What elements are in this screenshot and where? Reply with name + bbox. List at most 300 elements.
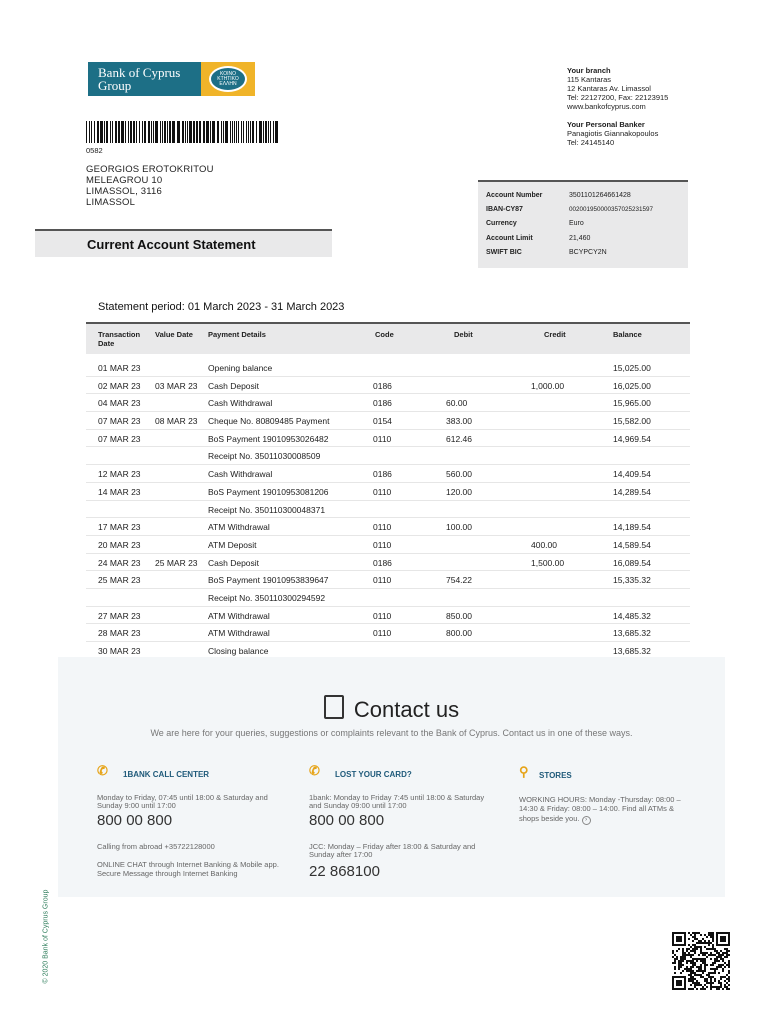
qr-module — [684, 954, 686, 956]
qr-module — [704, 966, 706, 968]
qr-module — [694, 944, 696, 946]
qr-module — [700, 948, 702, 950]
qr-module — [682, 950, 684, 952]
qr-module — [688, 974, 690, 976]
qr-module — [716, 952, 718, 954]
qr-module — [696, 938, 698, 940]
qr-module — [704, 958, 706, 960]
barcode-bar — [142, 121, 143, 143]
qr-finder — [720, 936, 726, 942]
qr-module — [682, 964, 684, 966]
qr-module — [704, 980, 706, 982]
qr-module — [678, 960, 680, 962]
qr-module — [700, 966, 702, 968]
qr-module — [694, 984, 696, 986]
qr-module — [718, 966, 720, 968]
stores-title: STORES — [539, 771, 572, 780]
account-value: 3501101264661428 — [569, 192, 631, 199]
recipient-address — [86, 164, 214, 208]
qr-module — [708, 974, 710, 976]
debit-amount: 800.00 — [446, 628, 472, 639]
contact-book-icon — [324, 695, 344, 719]
payment-details: Closing balance — [208, 646, 269, 656]
qr-module — [694, 964, 696, 966]
qr-module — [710, 976, 712, 978]
header-code: Code — [375, 330, 394, 339]
barcode-bar — [172, 121, 175, 143]
qr-module — [720, 976, 722, 978]
payment-details: BoS Payment 19010953839647 — [208, 575, 329, 586]
barcode-bar — [270, 121, 271, 143]
qr-module — [716, 956, 718, 958]
qr-module — [692, 940, 694, 942]
debit-amount: 100.00 — [446, 522, 472, 533]
qr-module — [688, 988, 690, 990]
qr-module — [682, 952, 684, 954]
call-center-phone[interactable]: 800 00 800 — [97, 811, 173, 829]
qr-module — [692, 962, 694, 964]
branch-title: Your branch — [567, 66, 611, 75]
qr-module — [716, 966, 718, 968]
banker-tel: Tel: 24145140 — [567, 138, 615, 147]
qr-module — [720, 986, 722, 988]
balance-amount: 14,189.54 — [613, 522, 651, 533]
qr-module — [718, 960, 720, 962]
table-row — [86, 554, 690, 572]
qr-module — [680, 964, 682, 966]
barcode-bar — [169, 121, 171, 143]
qr-module — [690, 974, 692, 976]
qr-module — [722, 976, 724, 978]
barcode-bar — [151, 121, 152, 143]
payment-details: ATM Withdrawal — [208, 628, 270, 639]
qr-module — [696, 970, 698, 972]
qr-module — [704, 940, 706, 942]
qr-module — [672, 956, 674, 958]
qr-module — [704, 978, 706, 980]
transaction-date: 27 MAR 23 — [98, 610, 141, 621]
lost-card-phone[interactable]: 800 00 800 — [309, 811, 385, 829]
qr-module — [682, 956, 684, 958]
credit-amount: 1,500.00 — [531, 557, 565, 568]
qr-module — [696, 966, 698, 968]
barcode-bar — [243, 121, 244, 143]
logo-line2: Group — [98, 78, 132, 93]
qr-module — [696, 958, 698, 960]
barcode-bar — [196, 121, 198, 143]
qr-module — [694, 932, 696, 934]
qr-module — [704, 954, 706, 956]
payment-details: Cash Deposit — [208, 380, 260, 391]
qr-module — [728, 980, 730, 982]
transaction-date: 07 MAR 23 — [98, 433, 141, 444]
table-row — [86, 394, 690, 412]
qr-module — [714, 968, 716, 970]
qr-module — [688, 954, 690, 956]
qr-module — [706, 956, 708, 958]
header-debit: Debit — [454, 330, 473, 339]
table-row — [86, 412, 690, 430]
qr-module — [722, 964, 724, 966]
logo-badge — [201, 62, 255, 96]
qr-module — [710, 986, 712, 988]
barcode-bar — [160, 121, 161, 143]
qr-module — [714, 978, 716, 980]
qr-module — [728, 962, 730, 964]
qr-module — [700, 968, 702, 970]
balance-amount: 14,589.54 — [613, 539, 651, 550]
qr-module — [698, 974, 700, 976]
barcode-bar — [185, 121, 186, 143]
logo-badge-oval: ΚΟΙΝΟ ΚΤΗΤΙΚΟ ΕΛΛΗΝ — [209, 66, 247, 92]
qr-module — [718, 956, 720, 958]
table-row — [86, 624, 690, 642]
qr-module — [722, 988, 724, 990]
qr-module — [728, 966, 730, 968]
qr-module — [714, 960, 716, 962]
qr-module — [708, 954, 710, 956]
qr-module — [706, 974, 708, 976]
transaction-code: 0186 — [373, 557, 392, 568]
stores-text: WORKING HOURS: Monday -Thursday: 08:00 – 14:30 & Friday: 08:00 – 14:00. Find all ATMs & shops beside you. — [519, 794, 681, 823]
qr-module — [696, 988, 698, 990]
phone-icon: ✆ — [309, 763, 320, 778]
qr-module — [726, 948, 728, 950]
qr-module — [724, 966, 726, 968]
barcode-bar — [189, 121, 192, 143]
barcode-bar — [182, 121, 184, 143]
barcode-bar — [136, 121, 137, 143]
table-row — [86, 447, 690, 465]
qr-module — [708, 940, 710, 942]
table-row — [86, 377, 690, 395]
payment-details: Receipt No. 350110300294592 — [208, 592, 326, 603]
qr-module — [690, 956, 692, 958]
payment-details: Cash Withdrawal — [208, 469, 273, 480]
qr-module — [698, 940, 700, 942]
branch-line1: 115 Kantaras — [567, 75, 612, 84]
balance-amount: 15,335.32 — [613, 575, 651, 586]
qr-module — [696, 942, 698, 944]
table-row — [86, 359, 690, 377]
qr-module — [702, 972, 704, 974]
qr-module — [692, 988, 694, 990]
barcode-bar — [91, 121, 92, 143]
barcode-bar — [275, 121, 278, 143]
qr-module — [692, 980, 694, 982]
qr-module — [710, 958, 712, 960]
qr-module — [704, 934, 706, 936]
account-row — [486, 192, 631, 199]
barcode-bar — [256, 121, 257, 143]
qr-module — [692, 982, 694, 984]
barcode-bar — [121, 121, 124, 143]
qr-module — [724, 984, 726, 986]
qr-module — [698, 932, 700, 934]
qr-module — [712, 938, 714, 940]
qr-module — [718, 982, 720, 984]
barcode-bar — [206, 121, 209, 143]
barcode-bar — [94, 121, 95, 143]
transaction-code: 0186 — [373, 380, 392, 391]
qr-module — [674, 962, 676, 964]
table-row — [86, 607, 690, 625]
transaction-date: 28 MAR 23 — [98, 628, 141, 639]
barcode-bar — [110, 121, 111, 143]
account-label: IBAN-CY87 — [486, 206, 523, 213]
balance-amount: 16,025.00 — [613, 380, 651, 391]
barcode — [86, 121, 281, 143]
barcode-bar — [225, 121, 228, 143]
qr-module — [694, 952, 696, 954]
qr-module — [704, 952, 706, 954]
statement-title: Current Account Statement — [87, 237, 256, 252]
qr-module — [706, 986, 708, 988]
stores-column — [519, 764, 689, 825]
qr-module — [728, 976, 730, 978]
qr-module — [694, 982, 696, 984]
qr-module — [710, 978, 712, 980]
barcode-bar — [164, 121, 166, 143]
account-info-box — [478, 180, 688, 268]
account-value: Euro — [569, 220, 584, 227]
qr-module — [682, 958, 684, 960]
qr-module — [696, 948, 698, 950]
qr-module — [726, 954, 728, 956]
debit-amount: 754.22 — [446, 575, 472, 586]
header-credit: Credit — [544, 330, 566, 339]
qr-module — [710, 934, 712, 936]
qr-module — [690, 954, 692, 956]
header-balance: Balance — [613, 330, 642, 339]
qr-module — [696, 984, 698, 986]
qr-module — [726, 950, 728, 952]
qr-module — [712, 962, 714, 964]
qr-module — [706, 936, 708, 938]
qr-module — [684, 968, 686, 970]
qr-module — [712, 948, 714, 950]
balance-amount: 15,025.00 — [613, 363, 651, 373]
qr-module — [688, 970, 690, 972]
online-chat-info: ONLINE CHAT through Internet Banking & Mobile app. Secure Message through Internet Banking — [97, 860, 279, 878]
qr-module — [708, 934, 710, 936]
contact-heading — [58, 695, 725, 723]
qr-module — [726, 964, 728, 966]
qr-module — [718, 986, 720, 988]
qr-module — [712, 972, 714, 974]
contact-title: Contact us — [353, 697, 460, 722]
qr-module — [718, 952, 720, 954]
barcode-bar — [246, 121, 247, 143]
qr-module — [674, 968, 676, 970]
qr-module — [684, 958, 686, 960]
qr-module — [710, 954, 712, 956]
qr-module — [678, 948, 680, 950]
qr-module — [674, 960, 676, 962]
qr-module — [724, 948, 726, 950]
qr-module — [698, 984, 700, 986]
qr-module — [682, 970, 684, 972]
qr-module — [692, 944, 694, 946]
qr-module — [694, 934, 696, 936]
qr-module — [718, 964, 720, 966]
lost-card-column — [309, 763, 494, 880]
qr-module — [700, 952, 702, 954]
qr-module — [698, 958, 700, 960]
transaction-code: 0154 — [373, 416, 392, 427]
qr-module — [722, 958, 724, 960]
qr-module — [706, 942, 708, 944]
qr-module — [696, 946, 698, 948]
qr-finder — [676, 936, 682, 942]
qr-module — [704, 988, 706, 990]
qr-module — [712, 946, 714, 948]
qr-module — [688, 938, 690, 940]
balance-amount: 14,969.54 — [613, 433, 651, 444]
table-row — [86, 483, 690, 501]
qr-module — [704, 970, 706, 972]
qr-module — [674, 954, 676, 956]
payment-details: BoS Payment 19010953026482 — [208, 433, 329, 444]
jcc-phone[interactable]: 22 868100 — [309, 862, 380, 880]
payment-details: Opening balance — [208, 363, 273, 373]
account-value: 002001950000357025231597 — [569, 206, 654, 213]
qr-module — [728, 960, 730, 962]
qr-module — [688, 978, 690, 980]
barcode-bar — [248, 121, 249, 143]
qr-module — [690, 978, 692, 980]
barcode-bar — [252, 121, 254, 143]
qr-module — [704, 968, 706, 970]
qr-module — [720, 956, 722, 958]
transaction-date: 20 MAR 23 — [98, 539, 141, 550]
qr-module — [682, 948, 684, 950]
qr-module — [718, 972, 720, 974]
qr-module — [710, 932, 712, 934]
qr-module — [692, 978, 694, 980]
payment-details: ATM Deposit — [208, 539, 257, 550]
qr-module — [726, 982, 728, 984]
qr-module — [716, 960, 718, 962]
qr-module — [728, 954, 730, 956]
barcode-bar — [263, 121, 264, 143]
transaction-date: 01 MAR 23 — [98, 363, 141, 373]
transaction-code: 0110 — [373, 539, 392, 550]
qr-module — [692, 932, 694, 934]
lost-card-hours: 1bank: Monday to Friday 7:45 until 18:00 & Saturday and Sunday 09:00 until 17:00 — [309, 792, 485, 810]
barcode-bar — [128, 121, 129, 143]
qr-module — [720, 958, 722, 960]
qr-module — [690, 950, 692, 952]
balance-amount: 15,582.00 — [613, 416, 651, 427]
debit-amount: 612.46 — [446, 433, 472, 444]
transaction-code: 0110 — [373, 628, 392, 639]
qr-module — [690, 988, 692, 990]
qr-module — [720, 984, 722, 986]
qr-module — [710, 936, 712, 938]
table-body — [86, 354, 690, 660]
barcode-bar — [187, 121, 188, 143]
account-label: Account Number — [486, 192, 543, 199]
qr-module — [708, 982, 710, 984]
qr-module — [716, 968, 718, 970]
qr-module — [704, 946, 706, 948]
barcode-bar — [89, 121, 90, 143]
phone-icon: ✆ — [97, 763, 108, 778]
qr-module — [694, 978, 696, 980]
qr-module — [692, 964, 694, 966]
contact-section — [58, 657, 725, 897]
call-center-title: 1BANK CALL CENTER — [123, 770, 210, 779]
qr-module — [672, 950, 674, 952]
call-center-hours: Monday to Friday, 07:45 until 18:00 & Saturday and Sunday 9:00 until 17:00 — [97, 792, 268, 810]
qr-module — [712, 986, 714, 988]
qr-module — [718, 954, 720, 956]
logo-text — [88, 66, 208, 92]
barcode-bar — [139, 121, 140, 143]
qr-module — [706, 980, 708, 982]
qr-module — [680, 956, 682, 958]
qr-module — [680, 958, 682, 960]
transaction-code: 0186 — [373, 469, 392, 480]
transaction-date: 24 MAR 23 — [98, 557, 141, 568]
qr-module — [694, 936, 696, 938]
barcode-bar — [241, 121, 242, 143]
table-header — [86, 322, 690, 354]
qr-module — [728, 988, 730, 990]
qr-module — [712, 936, 714, 938]
qr-module — [706, 948, 708, 950]
qr-module — [724, 962, 726, 964]
qr-module — [692, 948, 694, 950]
qr-module — [690, 984, 692, 986]
transaction-date: 25 MAR 23 — [98, 575, 141, 586]
qr-module — [714, 950, 716, 952]
qr-module — [702, 942, 704, 944]
table-row — [86, 501, 690, 519]
recipient-region: LIMASSOL — [86, 197, 136, 208]
qr-module — [714, 986, 716, 988]
qr-module — [708, 976, 710, 978]
qr-module — [686, 950, 688, 952]
qr-module — [672, 962, 674, 964]
barcode-bar — [236, 121, 237, 143]
qr-module — [700, 940, 702, 942]
qr-module — [702, 988, 704, 990]
table-row — [86, 536, 690, 554]
qr-module — [710, 988, 712, 990]
qr-module — [710, 964, 712, 966]
qr-module — [700, 950, 702, 952]
qr-module — [692, 954, 694, 956]
qr-module — [700, 958, 702, 960]
debit-amount: 850.00 — [446, 610, 472, 621]
payment-details: Cheque No. 80809485 Payment — [208, 416, 330, 427]
barcode-bar — [259, 121, 262, 143]
qr-module — [678, 966, 680, 968]
qr-module — [726, 974, 728, 976]
statement-period: Statement period: 01 March 2023 - 31 March 2023 — [98, 301, 345, 313]
barcode-number: 0582 — [86, 146, 103, 155]
balance-amount: 15,965.00 — [613, 398, 651, 409]
qr-module — [694, 948, 696, 950]
payment-details: ATM Withdrawal — [208, 610, 270, 621]
barcode-bar — [112, 121, 113, 143]
qr-module — [680, 972, 682, 974]
qr-module — [704, 942, 706, 944]
arrow-right-icon[interactable]: › — [582, 816, 591, 825]
qr-module — [712, 968, 714, 970]
